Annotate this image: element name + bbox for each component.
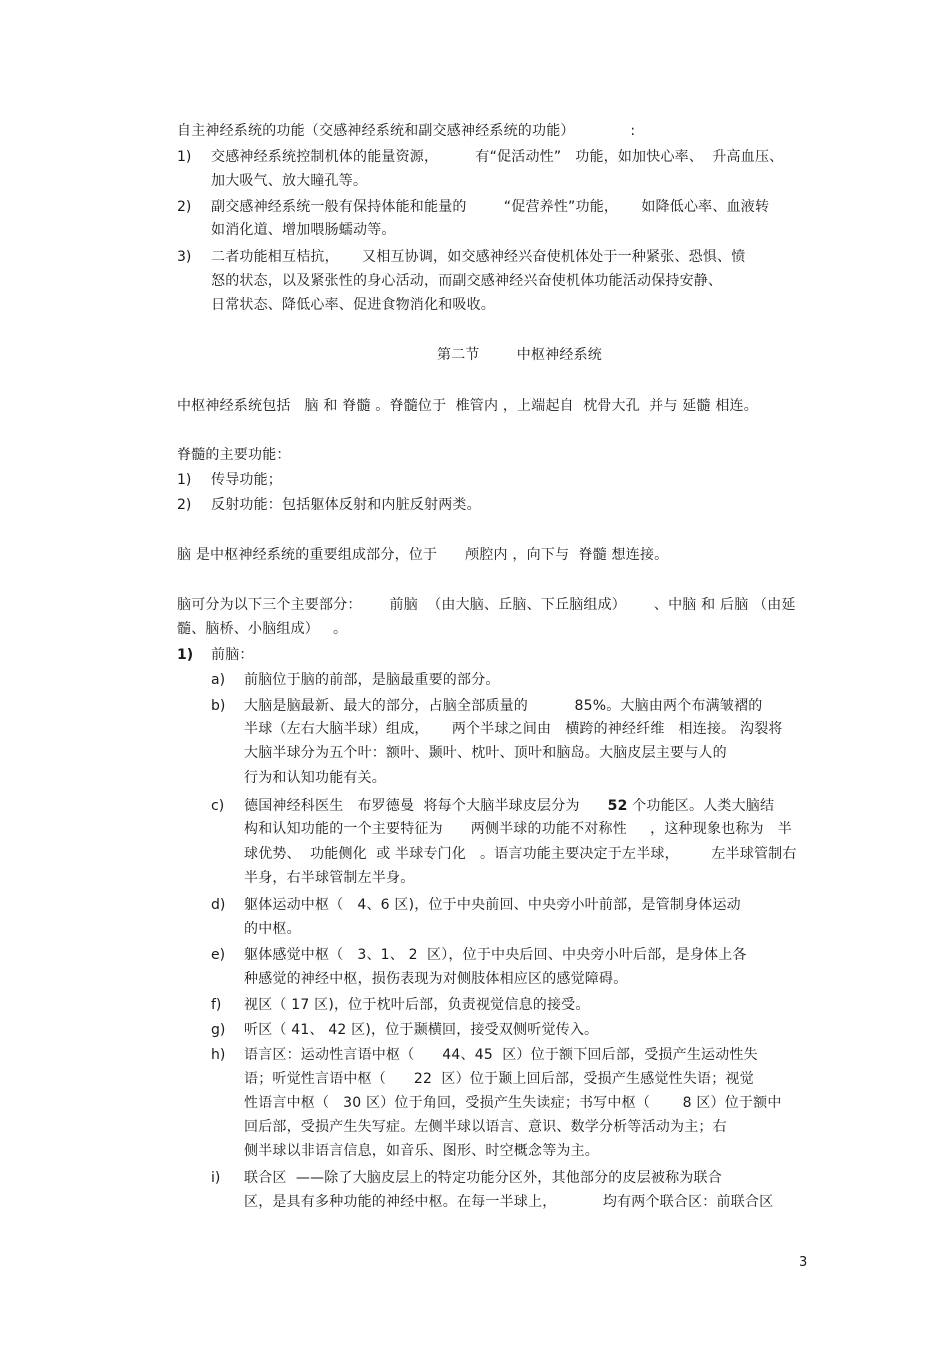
page-number: 3	[799, 1255, 808, 1270]
brain-intro: 脑 是中枢神经系统的重要组成部分，位于 颅腔内 ，向下与 脊髓 想连接。	[177, 547, 669, 563]
sublist-line: 前脑位于脑的前部，是脑最重要的部分。	[244, 672, 500, 688]
list-number: 1)	[177, 647, 194, 663]
list-item-line: 日常状态、降低心率、促进食物消化和吸收。	[211, 297, 495, 313]
list-item-line: 二者功能相互桔抗， 又相互协调，如交感神经兴奋使机体处于一种紧张、恐惧、愤	[211, 249, 746, 265]
sublist-letter: h)	[211, 1047, 226, 1063]
sublist-line: 语；听觉性言语中枢（ 22 区）位于颞上回后部，受损产生感觉性失语；视觉	[244, 1071, 754, 1087]
sublist-line: 半身，右半球管制左半身。	[244, 870, 415, 886]
sublist-line: 半球（左右大脑半球）组成， 两个半球之间由 横跨的神经纤维 相连接。 沟裂将	[244, 721, 783, 737]
sublist-line-text: 德国神经科医生 布罗德曼 将每个大脑半球皮层分为	[244, 798, 580, 814]
list-number: 2)	[177, 497, 192, 513]
sublist-line: 构和认知功能的一个主要特征为 两侧半球的功能不对称性 ，这种现象也称为 半	[244, 821, 792, 837]
list-item-line: 副交感神经系统一般有保持体能和能量的 “促营养性”功能， 如降低心率、血液转	[211, 199, 770, 215]
sublist-line: 性语言中枢（ 30 区）位于角回，受损产生失读症；书写中枢（ 8 区）位于额中	[244, 1095, 782, 1111]
sublist-line: 种感觉的神经中枢，损伤表现为对侧肢体相应区的感觉障碍。	[244, 971, 628, 987]
list-item-line: 怒的状态，以及紧张性的身心活动，而副交感神经兴奋使机体功能活动保持安静、	[211, 273, 723, 289]
brain-parts-line: 脑可分为以下三个主要部分： 前脑 （由大脑、丘脑、下丘脑组成） 、中脑 和 后脑 （由延	[177, 597, 796, 613]
sublist-line: 球优势、 功能侧化 或 半球专门化 。语言功能主要决定于左半球， 左半球管制右	[244, 846, 797, 862]
sublist-line	[244, 797, 774, 815]
sublist-line-text: 个功能区。人类大脑结	[627, 798, 775, 814]
sublist-line: 联合区 ——除了大脑皮层上的特定功能分区外，其他部分的皮层被称为联合	[244, 1170, 722, 1186]
brain-parts-line: 髓、脑桥、小脑组成） 。	[177, 621, 348, 637]
autonomic-heading: 自主神经系统的功能（交感神经系统和副交感神经系统的功能） :	[177, 123, 636, 139]
sublist-letter: c)	[211, 798, 225, 814]
sublist-letter: i)	[211, 1170, 221, 1186]
sublist-line: 大脑半球分为五个叶：额叶、颞叶、枕叶、顶叶和脑岛。大脑皮层主要与人的	[244, 745, 727, 761]
list-number: 1)	[177, 149, 192, 165]
sublist-line: 躯体运动中枢（ 4、6 区)，位于中央前回、中央旁小叶前部，是管制身体运动	[244, 897, 741, 913]
sublist-line: 区，是具有多种功能的神经中枢。在每一半球上， 均有两个联合区：前联合区	[244, 1194, 774, 1210]
sublist-letter: g)	[211, 1022, 226, 1038]
sublist-letter: f)	[211, 997, 222, 1013]
sublist-line: 视区（ 17 区)，位于枕叶后部，负责视觉信息的接受。	[244, 997, 590, 1013]
list-number: 1)	[177, 472, 192, 488]
section-title: 第二节 中枢神经系统	[437, 347, 603, 363]
sublist-line: 的中枢。	[244, 921, 301, 937]
sublist-line: 行为和认知功能有关。	[244, 770, 386, 786]
list-item-line: 如消化道、增加喂肠蠕动等。	[211, 222, 396, 238]
forebrain-label: 前脑：	[211, 647, 254, 663]
sublist-line: 大脑是脑最新、最大的部分，占脑全部质量的 85%。大脑由两个布满皱褶的	[244, 698, 763, 714]
sublist-line: 听区（ 41、 42 区)，位于颞横回，接受双侧听觉传入。	[244, 1022, 599, 1038]
sublist-letter: b)	[211, 698, 226, 714]
sublist-letter: e)	[211, 947, 226, 963]
list-item: 传导功能；	[211, 472, 282, 488]
sublist-letter: d)	[211, 897, 226, 913]
sublist-line: 语言区：运动性言语中枢（ 44、45 区）位于额下回后部，受损产生运动性失	[244, 1047, 758, 1063]
list-item-line: 交感神经系统控制机体的能量资源， 有“促活动性” 功能，如加快心率、 升高血压、	[211, 149, 784, 165]
sublist-line: 侧半球以非语言信息，如音乐、图形、时空概念等为主。	[244, 1143, 599, 1159]
sublist-letter: a)	[211, 672, 226, 688]
list-item-line: 加大吸气、放大瞳孔等。	[211, 173, 368, 189]
list-number: 2)	[177, 199, 192, 215]
sublist-line: 回后部，受损产生失写症。左侧半球以语言、意识、数学分析等活动为主；右	[244, 1119, 727, 1135]
spinal-heading: 脊髓的主要功能：	[177, 447, 291, 463]
bold-number: 52	[607, 798, 628, 814]
cns-intro: 中枢神经系统包括 脑 和 脊髓 。脊髓位于 椎管内 ，上端起自 枕骨大孔 并与 延髓 相连。	[177, 398, 758, 414]
sublist-line: 躯体感觉中枢（ 3、1、 2 区），位于中央后回、中央旁小叶后部，是身体上各	[244, 947, 747, 963]
list-number: 3)	[177, 249, 192, 265]
list-item: 反射功能：包括躯体反射和内脏反射两类。	[211, 497, 481, 513]
